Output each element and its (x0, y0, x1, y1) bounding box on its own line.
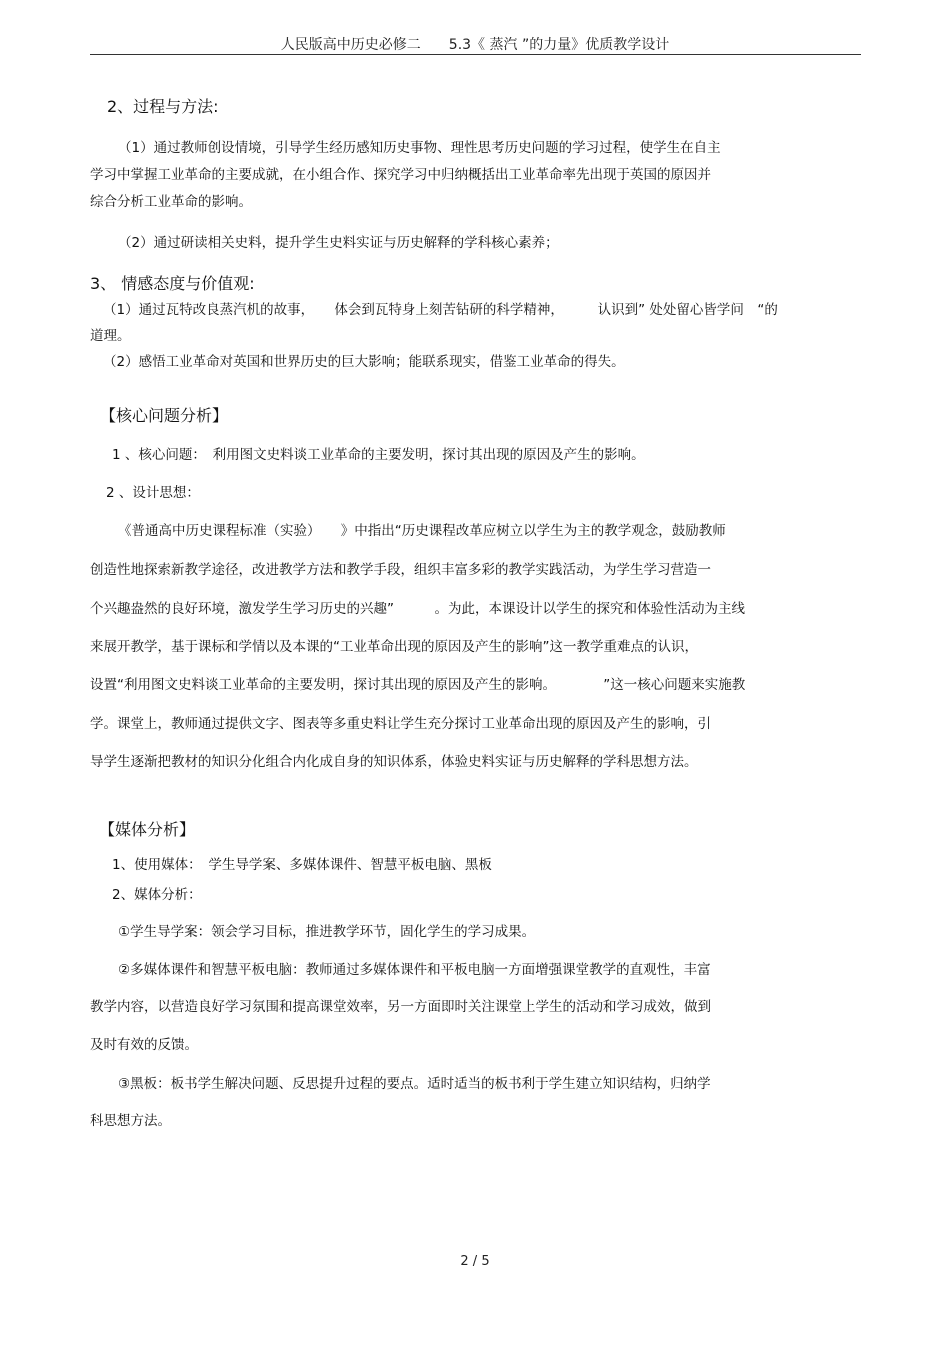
paragraph-line: 道理。 (90, 328, 131, 344)
paragraph-line: 个兴趣盎然的良好环境，激发学生学习历史的兴趣” 。为此，本课设计以学生的探究和体验性活动为主线 (90, 601, 745, 617)
paragraph-line: ②多媒体课件和智慧平板电脑：教师通过多媒体课件和平板电脑一方面增强课堂教学的直观性，丰富 (118, 962, 711, 978)
list-item: 2、媒体分析： (112, 887, 202, 903)
paragraph-line: ③黑板：板书学生解决问题、反思提升过程的要点。适时适当的板书利于学生建立知识结构，归纳学 (118, 1076, 711, 1092)
section-heading-core: 【核心问题分析】 (100, 406, 229, 425)
paragraph-line: 创造性地探索新教学途径，改进教学方法和教学手段，组织丰富多彩的教学实践活动，为学生学习营造一 (90, 562, 711, 578)
paragraph-line: （2）感悟工业革命对英国和世界历史的巨大影响；能联系现实，借鉴工业革命的得失。 (103, 354, 625, 370)
list-item: 2 、设计思想： (106, 485, 200, 501)
header-divider (90, 54, 861, 55)
paragraph-line: 设置“利用图文史料谈工业革命的主要发明，探讨其出现的原因及产生的影响。 ”这一核心问题来实施教 (90, 677, 746, 693)
list-item: 1 、核心问题： 利用图文史料谈工业革命的主要发明，探讨其出现的原因及产生的影响。 (112, 447, 645, 463)
paragraph-line: 《普通高中历史课程标准（实验） 》中指出“历史课程改革应树立以学生为主的教学观念，鼓励教师 (118, 523, 726, 539)
paragraph-line: ①学生导学案：领会学习目标，推进教学环节，固化学生的学习成果。 (118, 924, 536, 940)
section-heading-process: 2、过程与方法: (107, 97, 219, 116)
paragraph-line: 学习中掌握工业革命的主要成就，在小组合作、探究学习中归纳概括出工业革命率先出现于英国的原因并 (90, 167, 711, 183)
paragraph-line: （1）通过瓦特改良蒸汽机的故事， 体会到瓦特身上刻苦钻研的科学精神， 认识到” 处处留心皆学问 “的 (103, 302, 778, 318)
paragraph-line: 导学生逐渐把教材的知识分化组合内化成自身的知识体系，体验史料实证与历史解释的学科思想方法。 (90, 754, 698, 770)
paragraph-line: 教学内容，以营造良好学习氛围和提高课堂效率，另一方面即时关注课堂上学生的活动和学习成效，做到 (90, 999, 711, 1015)
section-heading-media: 【媒体分析】 (99, 820, 196, 839)
list-item: 1、使用媒体： 学生导学案、多媒体课件、智慧平板电脑、黑板 (112, 857, 492, 873)
page-header: 人民版高中历史必修二 5.3《 蒸汽 ”的力量》优质教学设计 (280, 37, 670, 53)
section-heading-emotion: 3、 情感态度与价值观: (90, 274, 255, 293)
paragraph-line: 科思想方法。 (90, 1113, 171, 1129)
paragraph-line: 综合分析工业革命的影响。 (90, 194, 252, 210)
paragraph-line: （2）通过研读相关史料，提升学生史料实证与历史解释的学科核心素养； (118, 235, 559, 251)
paragraph-line: （1）通过教师创设情境，引导学生经历感知历史事物、理性思考历史问题的学习过程，使学生在自主 (118, 140, 721, 156)
paragraph-line: 来展开教学，基于课标和学情以及本课的“工业革命出现的原因及产生的影响”这一教学重难点的认识， (90, 639, 698, 655)
page-number: 2 / 5 (460, 1254, 490, 1269)
paragraph-line: 学。课堂上，教师通过提供文字、图表等多重史料让学生充分探讨工业革命出现的原因及产生的影响，引 (90, 716, 711, 732)
paragraph-line: 及时有效的反馈。 (90, 1037, 198, 1053)
